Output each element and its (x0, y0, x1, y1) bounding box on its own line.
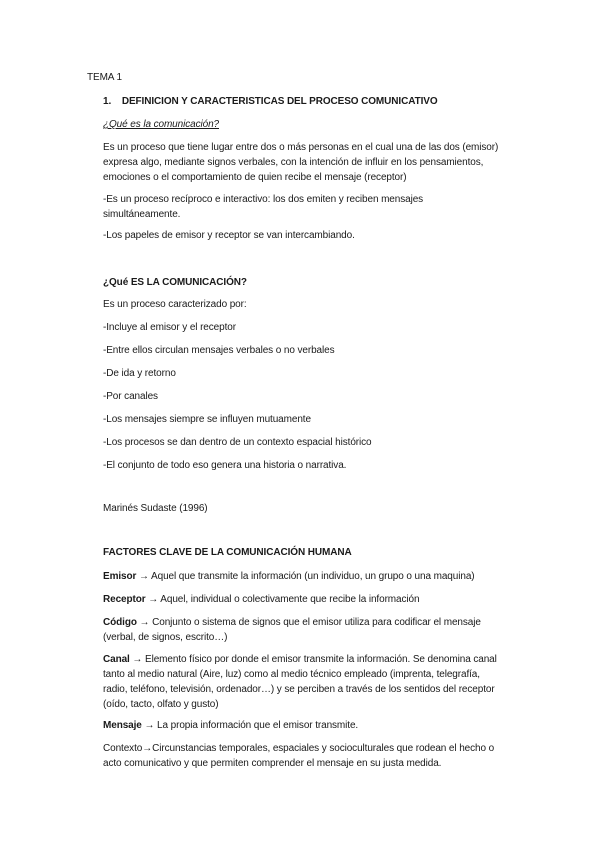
factor-text: Conjunto o sistema de signos que el emisor utiliza para codificar el mensaje (152, 617, 481, 628)
definition-line: Es un proceso que tiene lugar entre dos o más personas en el cual una de las dos (emisor) (103, 142, 499, 153)
factor-text: La propia información que el emisor transmite. (157, 720, 359, 731)
list-item: -Los mensajes siempre se influyen mutuamente (103, 414, 311, 425)
section2-heading: ¿Qué ES LA COMUNICACIÓN? (103, 277, 247, 288)
section1-number: 1. (103, 96, 112, 107)
factor-emisor (103, 571, 475, 583)
list-item: -De ida y retorno (103, 368, 176, 379)
factor-text: radio, teléfono, televisión, ordenador…) y se perciben a través de los sentidos del receptor (103, 684, 495, 695)
definition-line: emociones o el comportamiento de quien recibe el mensaje (receptor) (103, 172, 407, 183)
arrow-icon: → (139, 617, 150, 628)
bullet1-line: -Es un proceso recíproco e interactivo: los dos emiten y reciben mensajes (103, 194, 424, 205)
arrow-icon: → (132, 654, 143, 665)
factor-text: acto comunicativo y que permiten comprender el mensaje en su justa medida. (103, 758, 442, 769)
factor-text: (oído, tacto, olfato y gusto) (103, 699, 219, 710)
factor-mensaje (103, 720, 358, 732)
factor-term: Receptor (103, 594, 146, 605)
list-item: -Los procesos se dan dentro de un contexto espacial histórico (103, 437, 372, 448)
factor-text: tanto al medio natural (Aire, luz) como al medio técnico empleado (imprenta, telegrafía, (103, 669, 480, 680)
factor-receptor (103, 594, 419, 606)
list-item: -Entre ellos circulan mensajes verbales o no verbales (103, 345, 335, 356)
list-item: -Por canales (103, 391, 158, 402)
definition-line: expresa algo, mediante signos verbales, con la intención de influir en los pensamientos, (103, 157, 484, 168)
factor-text: (verbal, de signos, escrito…) (103, 632, 228, 643)
arrow-icon: → (142, 743, 153, 754)
factor-term: Mensaje (103, 720, 142, 731)
section2-intro: Es un proceso caracterizado por: (103, 299, 247, 310)
citation: Marinés Sudaste (1996) (103, 503, 208, 514)
bullet1-line: simultáneamente. (103, 209, 181, 220)
arrow-icon: → (144, 720, 155, 731)
section1-question: ¿Qué es la comunicación? (103, 119, 219, 130)
arrow-icon: → (139, 571, 149, 582)
section1-title: DEFINICION Y CARACTERISTICAS DEL PROCESO COMUNICATIVO (121, 96, 438, 107)
factor-term: Código (103, 617, 137, 628)
factor-text: Aquel, individual o colectivamente que recibe la información (160, 594, 420, 605)
factor-text: Elemento físico por donde el emisor transmite la información. Se denomina canal (145, 654, 497, 665)
factor-codigo (103, 617, 481, 629)
factor-text: Circunstancias temporales, espaciales y socioculturales que rodean el hecho o (152, 743, 495, 754)
list-item: -El conjunto de todo eso genera una historia o narrativa. (103, 460, 347, 471)
section3-heading: FACTORES CLAVE DE LA COMUNICACIÓN HUMANA (103, 547, 352, 558)
bullet2-line: -Los papeles de emisor y receptor se van intercambiando. (103, 230, 355, 241)
factor-term: Emisor (103, 571, 137, 582)
factor-text: Aquel que transmite la información (un individuo, un grupo o una maquina) (151, 571, 475, 582)
tema-label: TEMA 1 (87, 72, 122, 83)
factor-contexto (103, 743, 494, 755)
factor-term: Canal (103, 654, 130, 665)
factor-term: Contexto (103, 743, 143, 754)
arrow-icon: → (148, 594, 159, 605)
list-item: -Incluye al emisor y el receptor (103, 322, 236, 333)
factor-canal (103, 654, 497, 666)
section1-heading (103, 96, 438, 108)
